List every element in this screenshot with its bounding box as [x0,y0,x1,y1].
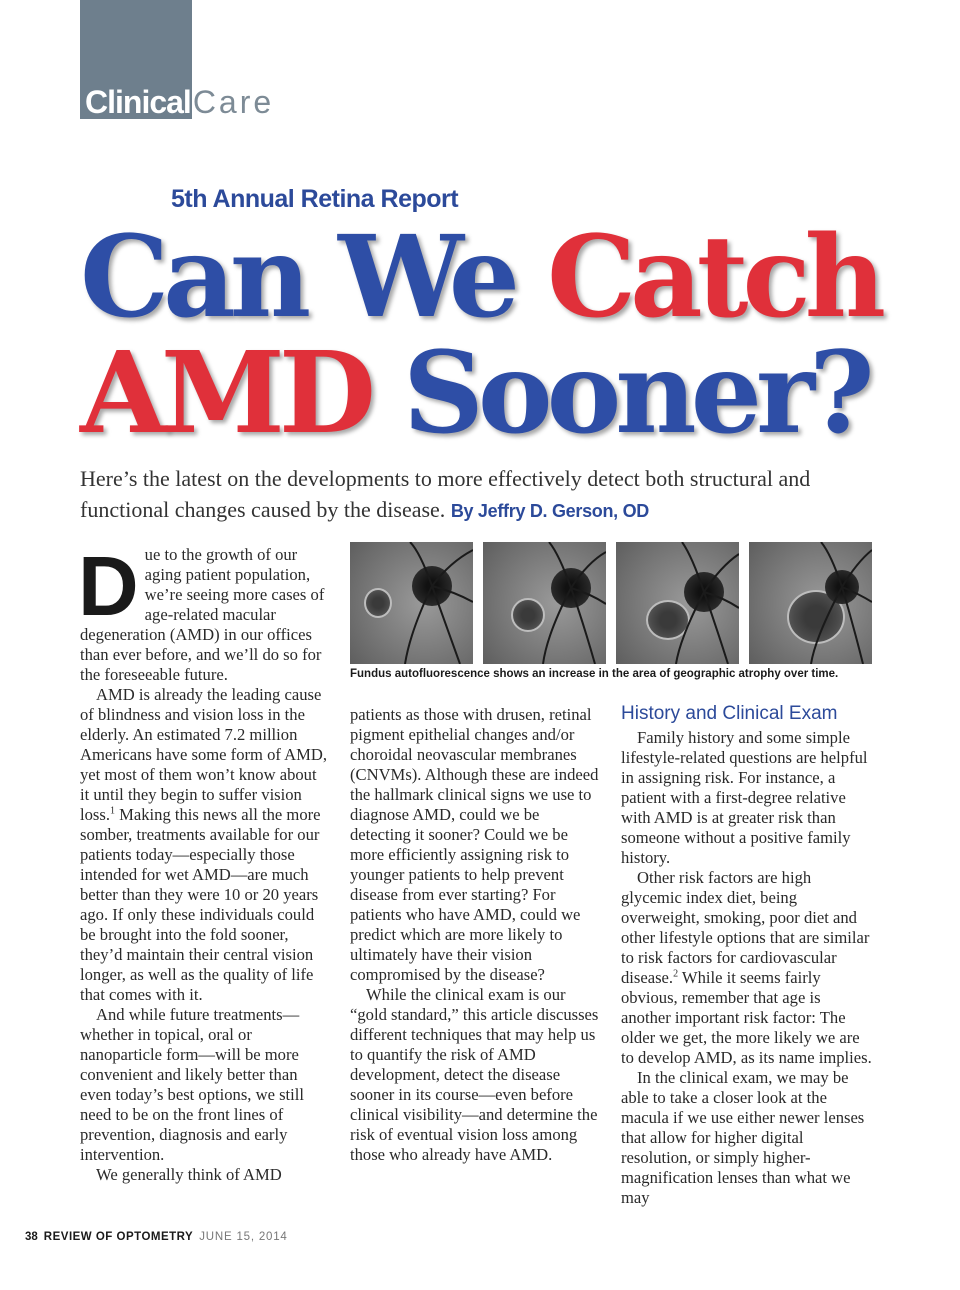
paragraph: patients as those with drusen, retinal pigment epithelial changes and/or choroidal neovascular membranes (CNVMs). Although these are indeed the hallmark clinical signs we use to diagnose AMD, could we be detecting it sooner? Could we be more efficiently assigning risk to younger patients to help prevent disease from ever starting? For patients who have AMD, could we predict which are more likely to ultimately have their vision compromised by the disease? [350,705,599,984]
headline-line-2 [80,328,940,459]
paragraph [621,868,873,1068]
fundus-image-3 [616,542,739,664]
fundus-image-1 [350,542,473,664]
paragraph: And while future treatments—whether in topical, oral or nanoparticle form—will be more convenient and likely better than even today’s best options, we still need to be on the front lines of prevention, diagnosis and early intervention. [80,1005,304,1164]
fundus-image-2 [483,542,606,664]
reference-mark: 2 [673,968,679,980]
page-number: 38 [25,1231,38,1243]
paragraph [78,539,328,685]
paragraph-text: While it seems fairly obvious, remember that age is another important risk factor: The older we get, the more likely we are to develop AMD, as its name implies. [621,968,872,1067]
drop-cap: D [78,539,139,633]
subhead: History and Clinical Exam [621,703,838,724]
byline: By Jeffry D. Gerson, OD [450,501,649,521]
paragraph: While the clinical exam is our “gold standard,” this article discusses different techniques that may help us to quantify the risk of AMD development, detect the disease sooner in its course—even before clinical visibility—and determine the risk of eventual vision loss among those who already have AMD. [350,985,599,1164]
headline-part: Sooner? [403,328,869,459]
magazine-name: REVIEW OF OPTOMETRY [43,1231,194,1243]
vessels-graphic [749,542,872,664]
deck [80,463,880,527]
page-footer [25,1231,288,1243]
headline-part: AMD [80,328,403,459]
headline-line-1 [80,212,940,343]
paragraph [80,685,328,1005]
paragraph: Family history and some simple lifestyle-related questions are helpful in assigning risk. For instance, a patient with a first-degree relative with AMD is at greater risk than someone without a positive family history. [621,728,868,867]
fundus-image-4 [749,542,872,664]
paragraph-text: ue to the growth of our aging patient population, we’re seeing more cases of age-related macular degeneration (AMD) in our offices than ever before, and we’ll do so for the foreseeable future. [80,545,325,684]
headline [80,212,940,459]
column-2 [350,705,602,1165]
paragraph-text: Other risk factors are high glycemic index diet, being overweight, smoking, poor diet and other lifestyle options that are similar to risk factors for cardiovascular disease. [621,868,870,987]
deck-text: Here’s the latest on the developments to more effectively detect both structural and functional changes caused by the disease. [80,466,811,522]
reference-mark: 1 [109,805,115,817]
section-label-light: Care [192,84,275,120]
vessels-graphic [483,542,606,664]
paragraph: We generally think of AMD [96,1165,282,1184]
kicker: 5th Annual Retina Report [171,185,459,213]
paragraph-text: Making this news all the more somber, treatments available for our patients today—especially those intended for wet AMD—are much better than they were 10 or 20 years ago. If only these individuals could be brought into the fold sooner, they’d maintain their central vision longer, as well as the quality of life that comes with it. [80,805,321,1004]
figure-strip [350,542,872,664]
vessels-graphic [350,542,473,664]
section-label [85,84,274,120]
paragraph: In the clinical exam, we may be able to take a closer look at the macula if we use either newer lenses that allow for higher digital resolution, or simply higher-magnification lenses than what we may [621,1068,865,1207]
issue-date: JUNE 15, 2014 [199,1231,288,1243]
headline-part: Catch [547,212,881,343]
headline-part: Can We [80,212,548,343]
column-1 [78,539,328,1185]
paragraph-text: AMD is already the leading cause of blindness and vision loss in the elderly. An estimated 7.2 million Americans have some form of AMD, yet most of them won’t know about it until they begin to suffer vision loss. [80,685,328,824]
section-label-bold: Clinical [85,84,191,120]
figure-caption: Fundus autofluorescence shows an increase in the area of geographic atrophy over time. [350,668,839,680]
vessels-graphic [616,542,739,664]
column-3 [621,703,873,1208]
